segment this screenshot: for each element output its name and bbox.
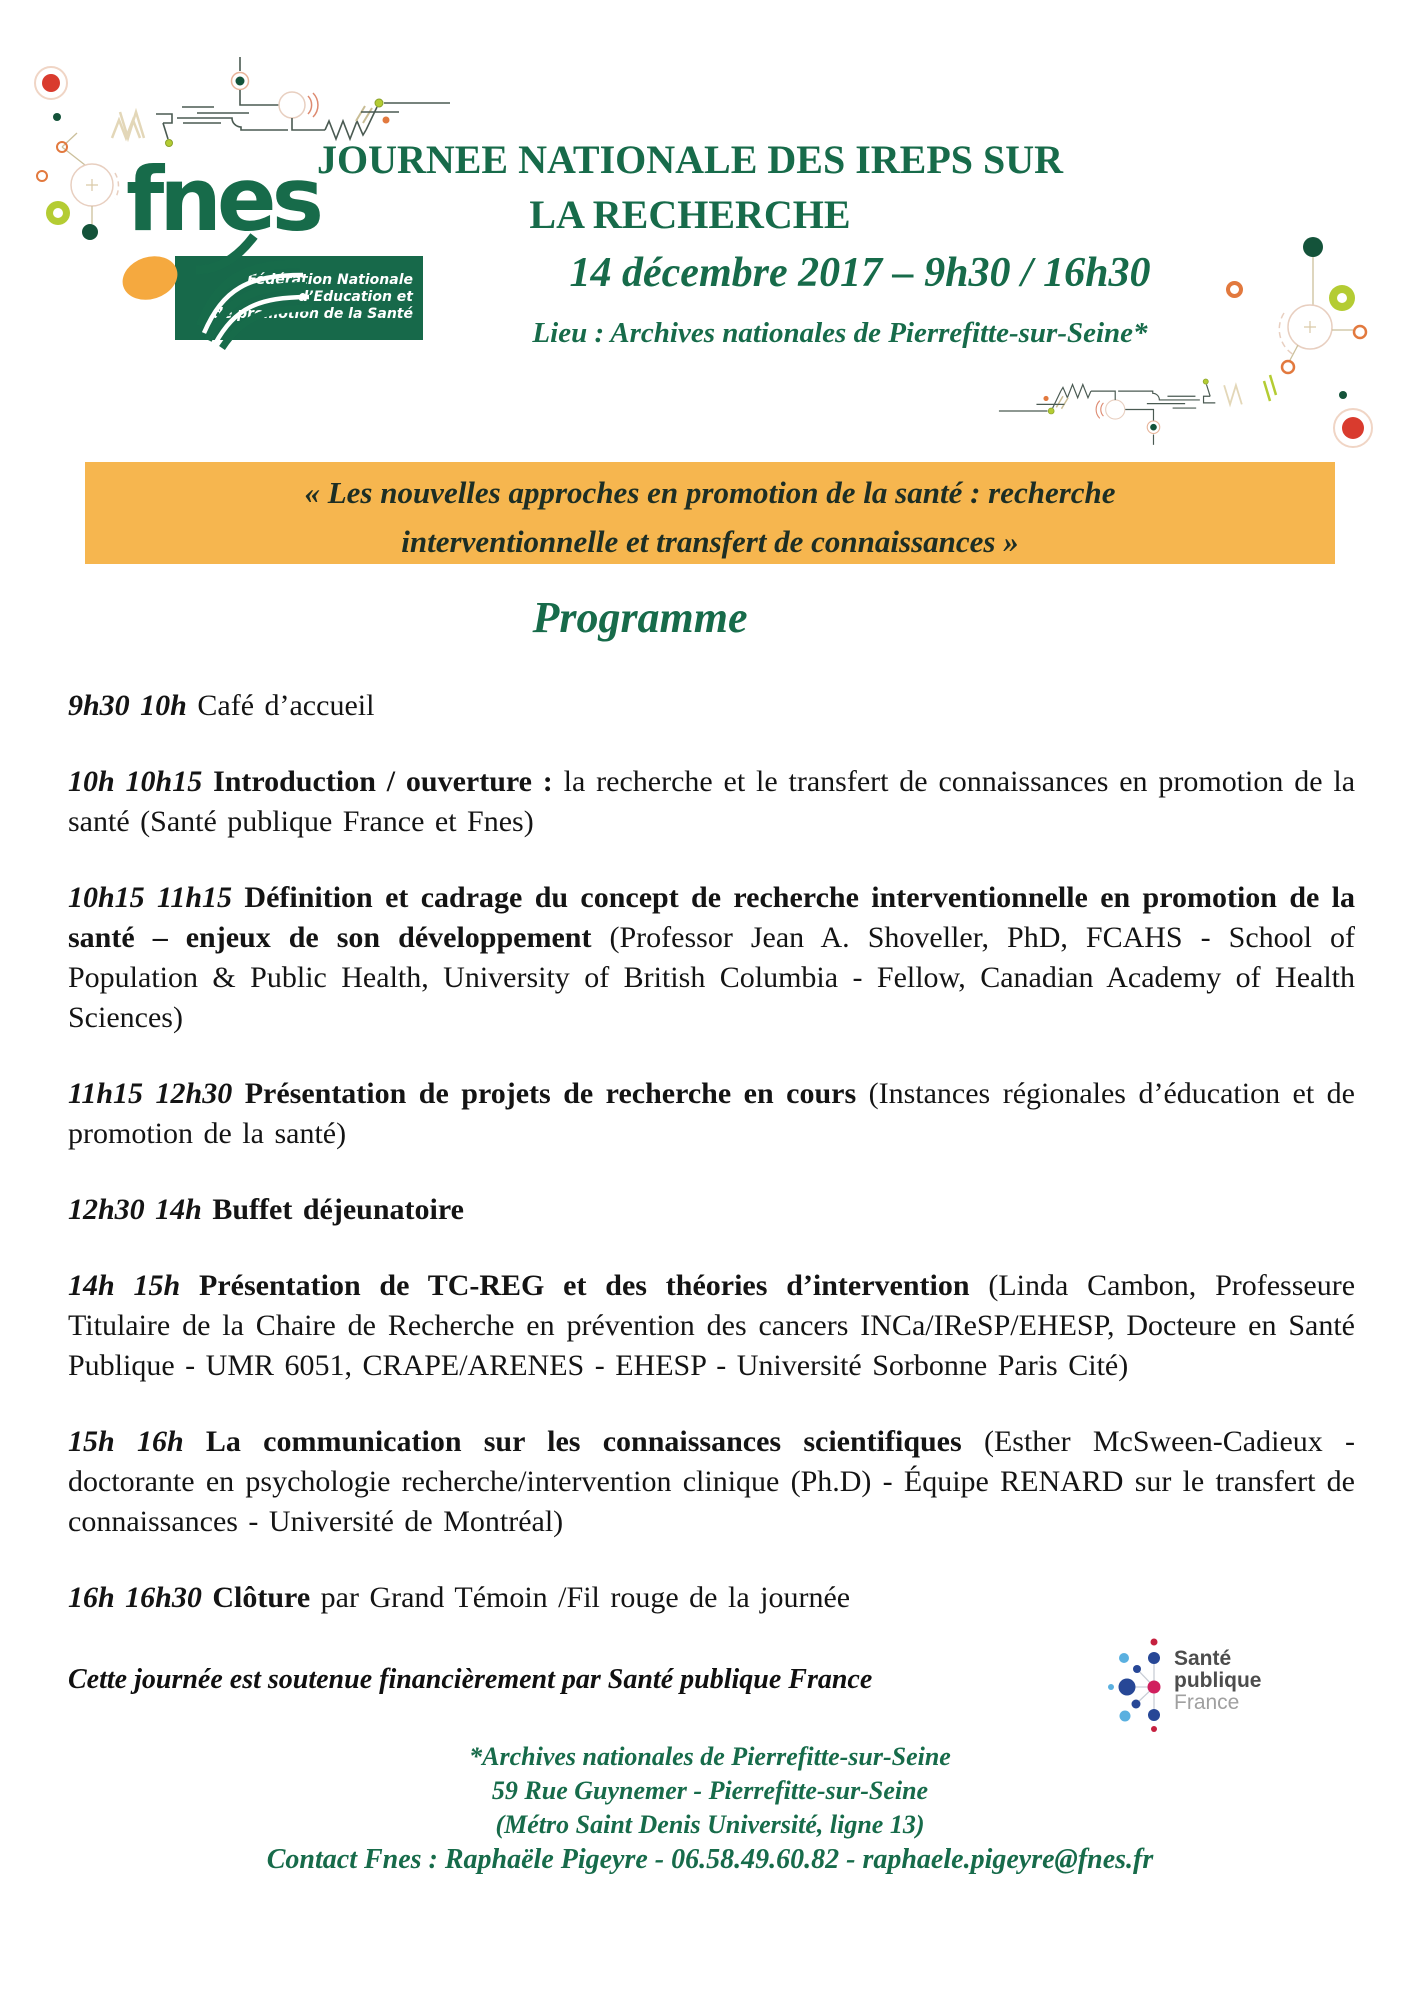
program-item-time: 10h15 11h15 — [68, 881, 233, 914]
page-title-line1: JOURNEE NATIONALE DES IREPS SUR — [316, 137, 1064, 182]
fnes-org-line: de promotion de la Santé — [212, 306, 413, 322]
program-item-title: Clôture — [212, 1581, 311, 1614]
program-item-detail: la recherche et le transfert de connaissances en promotion de la santé (Santé publique France et Fnes) — [68, 765, 1356, 838]
footer-line: 59 Rue Guynemer - Pierrefitte-sur-Seine — [491, 1776, 929, 1805]
orange-dot-decoration — [1226, 281, 1243, 298]
program-item-time: 11h15 12h30 — [68, 1077, 233, 1110]
fnes-org-line: Fédération Nationale — [247, 272, 413, 288]
program-item-title: Présentation de projets de recherche en cours — [244, 1077, 857, 1110]
program-item — [68, 1578, 1355, 1618]
spf-logo-text-publique: publique — [1174, 1669, 1262, 1692]
theme-banner — [85, 462, 1335, 564]
program-item-title: La communication sur les connaissances scientifiques — [205, 1425, 962, 1458]
event-location: Lieu : Archives nationales de Pierrefitte-sur-Seine* — [532, 317, 1148, 349]
event-date: 14 décembre 2017 – 9h30 / 16h30 — [569, 250, 1151, 296]
program-item-detail: Café d’accueil — [197, 689, 375, 722]
program-list — [68, 686, 1355, 1618]
program-item-time: 14h 15h — [68, 1269, 181, 1302]
program-item-detail: (Linda Cambon, Professeure Titulaire de la Chaire de Recherche en prévention des cancers INCa/IReSP/EHESP, Docteure en Santé Publique - UMR 6051, CRAPE/ARENES - EHESP - Université Sorbonne Paris Cité) — [68, 1269, 1356, 1382]
fnes-org-line: d’Education et — [298, 289, 413, 305]
funding-note: Cette journée est soutenue financièrement par Santé publique France — [68, 1664, 873, 1695]
program-item-time: 10h 10h15 — [68, 765, 203, 798]
spf-logo-text-france: France — [1174, 1691, 1240, 1714]
program-item — [68, 1266, 1355, 1386]
theme-banner-line1: « Les nouvelles approches en promotion de la santé : recherche — [304, 475, 1116, 510]
program-item-detail: (Professor Jean A. Shoveller, PhD, FCAHS - School of Population & Public Health, University of British Columbia - Fellow, Canadian Academy of Health Sciences) — [68, 921, 1355, 1034]
program-item — [68, 878, 1355, 1038]
program-item — [68, 1074, 1355, 1154]
circuit-dots-decoration-right — [1248, 225, 1413, 465]
program-item — [68, 686, 1355, 726]
program-item-detail: par Grand Témoin /Fil rouge de la journée — [320, 1581, 851, 1614]
program-item-time: 15h 16h — [68, 1425, 184, 1458]
fnes-logo-text: fnes — [126, 148, 319, 251]
program-item-title: Définition et cadrage du concept de recherche interventionnelle en promotion de la santé – enjeux de son développement — [68, 881, 1356, 954]
program-item — [68, 1422, 1355, 1542]
program-item-time: 12h30 14h — [68, 1193, 202, 1226]
sante-publique-france-logo — [1088, 1632, 1338, 1752]
program-item — [68, 762, 1355, 842]
footer-line: (Métro Saint Denis Université, ligne 13) — [495, 1810, 925, 1839]
page-title-line2: LA RECHERCHE — [529, 192, 851, 237]
footer-contact-block — [65, 1740, 1355, 1877]
page-title — [250, 132, 1130, 242]
program-item-detail: (Esther McSween-Cadieux - doctorante en psychologie recherche/intervention clinique (Ph.D) - Équipe RENARD sur le transfert de connaissances - Université de Montréal) — [68, 1425, 1356, 1538]
program-item-title: Présentation de TC-REG et des théories d’intervention — [199, 1269, 970, 1302]
program-item-title: Buffet déjeunatoire — [212, 1193, 464, 1226]
program-item-time: 16h 16h30 — [68, 1581, 202, 1614]
spf-logo-text-sante: Santé — [1174, 1647, 1232, 1670]
footer-line: *Archives nationales de Pierrefitte-sur-Seine — [469, 1742, 951, 1771]
theme-banner-line2: interventionnelle et transfert de connaissances » — [401, 524, 1019, 559]
program-item-time: 9h30 10h — [68, 689, 187, 722]
program-item — [68, 1190, 1355, 1230]
circuit-decoration-middle — [975, 358, 1265, 450]
footer-line: Contact Fnes : Raphaële Pigeyre - 06.58.49.60.82 - raphaele.pigeyre@fnes.fr — [266, 1844, 1154, 1875]
programme-heading: Programme — [532, 593, 748, 642]
program-item-title: Introduction / ouverture : — [213, 765, 553, 798]
program-item-detail: (Instances régionales d’éducation et de promotion de la santé) — [68, 1077, 1356, 1150]
